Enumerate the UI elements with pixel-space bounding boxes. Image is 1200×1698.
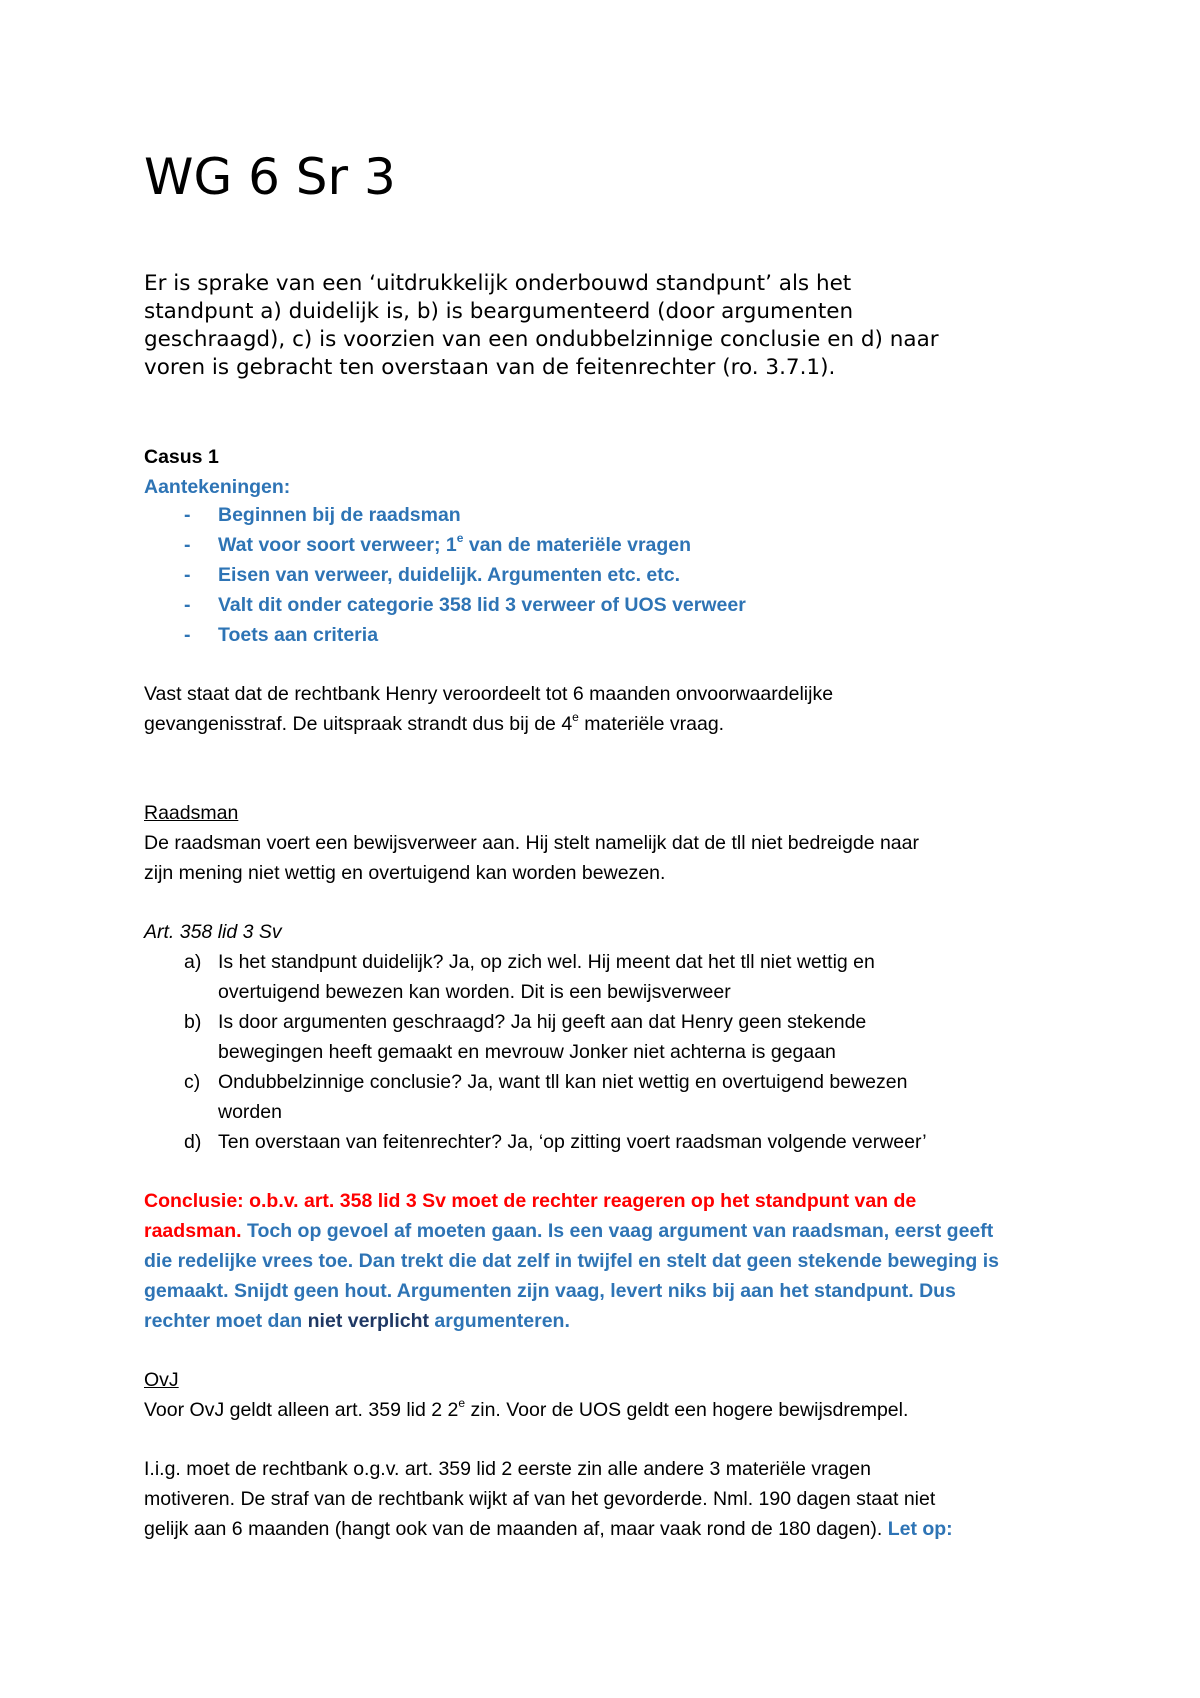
intro-line: voren is gebracht ten overstaan van de feitenrechter (ro. 3.7.1). — [144, 355, 836, 380]
raadsman-line: De raadsman voert een bewijsverweer aan. Hij stelt namelijk dat de tll niet bedreigde naar — [144, 832, 919, 854]
dash-bullet: - — [184, 594, 191, 616]
conclusie-line: die redelijke vrees toe. Dan trekt die dat zelf in twijfel en stelt dat geen stekende beweging is — [144, 1250, 1000, 1272]
raadsman-line: zijn mening niet wettig en overtuigend kan worden bewezen. — [144, 862, 666, 884]
intro-line: geschraagd), c) is voorzien van een ondubbelzinnige conclusie en d) naar — [144, 327, 939, 352]
ovj-line — [144, 1395, 908, 1425]
conclusie-red-text: raadsman. — [144, 1220, 242, 1242]
text-part: zin. Voor de UOS geldt een hogere bewijsdrempel. — [465, 1399, 909, 1421]
ovj-line — [144, 1514, 953, 1544]
conclusie-line — [144, 1216, 993, 1246]
item-line: Is het standpunt duidelijk? Ja, op zich wel. Hij meent dat het tll niet wettig en — [218, 951, 875, 973]
text-part: gevangenisstraf. De uitspraak strandt dus bij de 4 — [144, 713, 573, 735]
text-part: gelijk aan 6 maanden (hangt ook van de maanden af, maar vaak rond de 180 dagen). — [144, 1518, 883, 1540]
item-line: worden — [218, 1101, 282, 1123]
item-line: Is door argumenten geschraagd? Ja hij geeft aan dat Henry geen stekende — [218, 1011, 867, 1033]
casus-heading: Casus 1 — [144, 446, 219, 468]
superscript: e — [572, 709, 579, 724]
item-label: a) — [184, 951, 202, 973]
item-text — [218, 1127, 1098, 1157]
note-text-part: van de materiële vragen — [463, 534, 692, 556]
conclusie-line — [144, 1306, 570, 1336]
superscript: e — [456, 530, 464, 545]
note-text: Toets aan criteria — [218, 624, 379, 646]
let-op-label: Let op: — [887, 1518, 953, 1540]
item-text — [218, 947, 1098, 1007]
dash-bullet: - — [184, 504, 191, 526]
page-title: WG 6 Sr 3 — [144, 148, 396, 206]
dash-bullet: - — [184, 624, 191, 646]
note-text — [218, 530, 691, 560]
superscript: e — [458, 1395, 466, 1410]
item-line: Ondubbelzinnige conclusie? Ja, want tll kan niet wettig en overtuigend bewezen — [218, 1071, 908, 1093]
ovj-line: motiveren. De straf van de rechtbank wijkt af van het gevorderde. Nml. 190 dagen staat niet — [144, 1488, 936, 1510]
conclusie-blue-text: Toch op gevoel af moeten gaan. Is een vaag argument van raadsman, eerst geeft — [241, 1220, 994, 1242]
intro-paragraph — [144, 270, 1074, 382]
emphasis-text: niet verplicht — [307, 1310, 430, 1332]
vast-line — [144, 709, 724, 739]
intro-line: standpunt a) duidelijk is, b) is beargumenteerd (door argumenten — [144, 299, 854, 324]
text-part: materiële vraag. — [578, 713, 725, 735]
raadsman-heading: Raadsman — [144, 802, 239, 824]
ovj-line: I.i.g. moet de rechtbank o.g.v. art. 359 lid 2 eerste zin alle andere 3 materiële vragen — [144, 1458, 871, 1480]
art358-heading: Art. 358 lid 3 Sv — [144, 921, 282, 943]
item-label: c) — [184, 1071, 201, 1093]
item-text — [218, 1067, 1098, 1127]
item-line: Ten overstaan van feitenrechter? Ja, ‘op zitting voert raadsman volgende verweer’ — [218, 1131, 927, 1153]
note-text: Beginnen bij de raadsman — [218, 504, 461, 526]
vast-line: Vast staat dat de rechtbank Henry veroordeelt tot 6 maanden onvoorwaardelijke — [144, 683, 834, 705]
conclusie-line: gemaakt. Snijdt geen hout. Argumenten zijn vaag, levert niks bij aan het standpunt. Dus — [144, 1280, 956, 1302]
notes-label: Aantekeningen: — [144, 476, 291, 498]
item-line: bewegingen heeft gemaakt en mevrouw Jonker niet achterna is gegaan — [218, 1041, 836, 1063]
note-text: Valt dit onder categorie 358 lid 3 verweer of UOS verweer — [218, 594, 746, 616]
item-text — [218, 1007, 1098, 1067]
item-line: overtuigend bewezen kan worden. Dit is een bewijsverweer — [218, 981, 731, 1003]
item-label: b) — [184, 1011, 202, 1033]
intro-line: Er is sprake van een ‘uitdrukkelijk onderbouwd standpunt’ als het — [144, 271, 852, 296]
item-label: d) — [184, 1131, 202, 1153]
text-part: argumenteren. — [429, 1310, 570, 1332]
note-text: Eisen van verweer, duidelijk. Argumenten etc. etc. — [218, 564, 681, 586]
note-text-part: Wat voor soort verweer; 1 — [218, 534, 457, 556]
dash-bullet: - — [184, 564, 191, 586]
ovj-heading: OvJ — [144, 1369, 179, 1391]
text-part: Voor OvJ geldt alleen art. 359 lid 2 2 — [144, 1399, 459, 1421]
text-part: rechter moet dan — [144, 1310, 308, 1332]
conclusie-line: Conclusie: o.b.v. art. 358 lid 3 Sv moet de rechter reageren op het standpunt van de — [144, 1190, 917, 1212]
dash-bullet: - — [184, 534, 191, 556]
